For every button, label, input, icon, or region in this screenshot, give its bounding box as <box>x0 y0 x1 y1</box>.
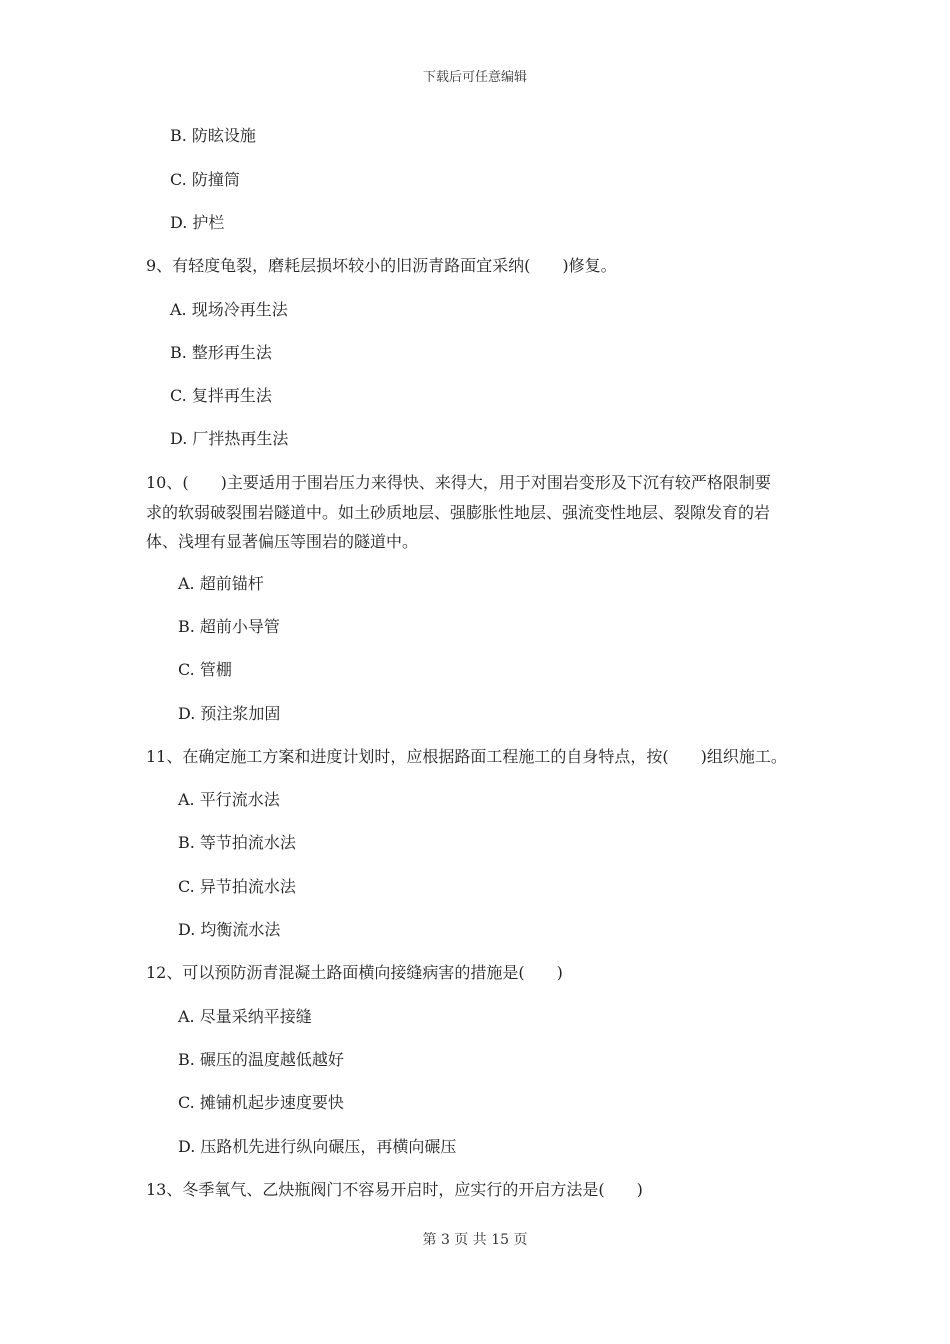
page-footer: 第 3 页 共 15 页 <box>422 1232 528 1248</box>
q9-option-c: C. 复拌再生法 <box>170 386 272 405</box>
question-13: 13、冬季氧气、乙炔瓶阀门不容易开启时，应实行的开启方法是( ) <box>146 1180 643 1199</box>
q9-option-b: B. 整形再生法 <box>170 343 272 362</box>
q10-option-b: B. 超前小导管 <box>178 617 280 636</box>
q11-option-a: A. 平行流水法 <box>178 790 280 809</box>
q10-option-a: A. 超前锚杆 <box>178 574 264 593</box>
question-10-line-1: 10、( )主要适用于围岩压力来得快、来得大，用于对围岩变形及下沉有较严格限制要 <box>146 473 771 492</box>
q12-option-b: B. 碾压的温度越低越好 <box>178 1050 344 1069</box>
q10-option-c: C. 管棚 <box>178 660 232 679</box>
q11-option-c: C. 异节拍流水法 <box>178 877 296 896</box>
q9-option-d: D. 厂拌热再生法 <box>170 429 289 448</box>
q9-option-a: A. 现场冷再生法 <box>170 300 288 319</box>
q12-option-d: D. 压路机先进行纵向碾压，再横向碾压 <box>178 1137 457 1156</box>
question-11: 11、在确定施工方案和进度计划时，应根据路面工程施工的自身特点，按( )组织施工。 <box>146 747 787 766</box>
q12-option-a: A. 尽量采纳平接缝 <box>178 1007 312 1026</box>
q12-option-c: C. 摊铺机起步速度要快 <box>178 1093 344 1112</box>
question-12: 12、可以预防沥青混凝土路面横向接缝病害的措施是( ) <box>146 963 563 982</box>
page-header: 下载后可任意编辑 <box>422 70 527 85</box>
question-9: 9、有轻度龟裂，磨耗层损坏较小的旧沥青路面宜采纳( )修复。 <box>146 256 617 275</box>
q11-option-d: D. 均衡流水法 <box>178 920 281 939</box>
option-prev-c: C. 防撞筒 <box>170 170 240 189</box>
q10-option-d: D. 预注浆加固 <box>178 704 281 723</box>
option-prev-d: D. 护栏 <box>170 213 225 232</box>
question-10-line-3: 体、浅埋有显著偏压等围岩的隧道中。 <box>146 532 419 551</box>
question-10-line-2: 求的软弱破裂围岩隧道中。如土砂质地层、强膨胀性地层、强流变性地层、裂隙发育的岩 <box>146 503 771 522</box>
option-prev-b: B. 防眩设施 <box>170 126 256 145</box>
q11-option-b: B. 等节拍流水法 <box>178 833 296 852</box>
